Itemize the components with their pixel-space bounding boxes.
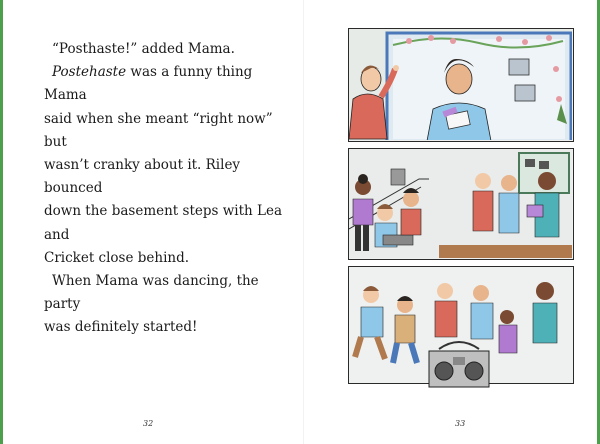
text-line: down the basement steps with Lea and bbox=[44, 203, 283, 243]
text-line: wasn’t cranky about it. Riley bounced bbox=[44, 157, 241, 197]
panel-3-illustration bbox=[349, 267, 572, 409]
page-number-left: 32 bbox=[143, 419, 154, 428]
text-line bbox=[44, 61, 284, 107]
paragraph-3 bbox=[44, 270, 284, 340]
page-number-right: 33 bbox=[455, 419, 466, 428]
text-line: When Mama was dancing, the party bbox=[44, 273, 259, 313]
note-card bbox=[515, 85, 535, 101]
italic-word: Postehaste bbox=[52, 64, 127, 81]
boombox bbox=[383, 235, 413, 245]
comic-panel-1 bbox=[348, 28, 574, 142]
right-page bbox=[304, 0, 600, 444]
text-line: “Posthaste!” added Mama. bbox=[52, 41, 235, 57]
comic-panel-2 bbox=[348, 148, 574, 260]
comic-panel-3 bbox=[348, 266, 574, 384]
text-line: was definitely started! bbox=[44, 319, 198, 336]
text-fragment: was a funny thing Mama bbox=[44, 64, 253, 104]
panel-1-illustration bbox=[349, 29, 572, 140]
note-card bbox=[509, 59, 529, 75]
story-text bbox=[44, 38, 284, 340]
paragraph-2 bbox=[44, 61, 284, 270]
paragraph-1 bbox=[44, 38, 284, 61]
panel-2-illustration bbox=[349, 149, 572, 258]
text-line: Cricket close behind. bbox=[44, 249, 190, 266]
adults-group bbox=[473, 172, 559, 237]
text-line: said when she meant “right now” but bbox=[44, 110, 273, 150]
left-page bbox=[6, 0, 303, 444]
